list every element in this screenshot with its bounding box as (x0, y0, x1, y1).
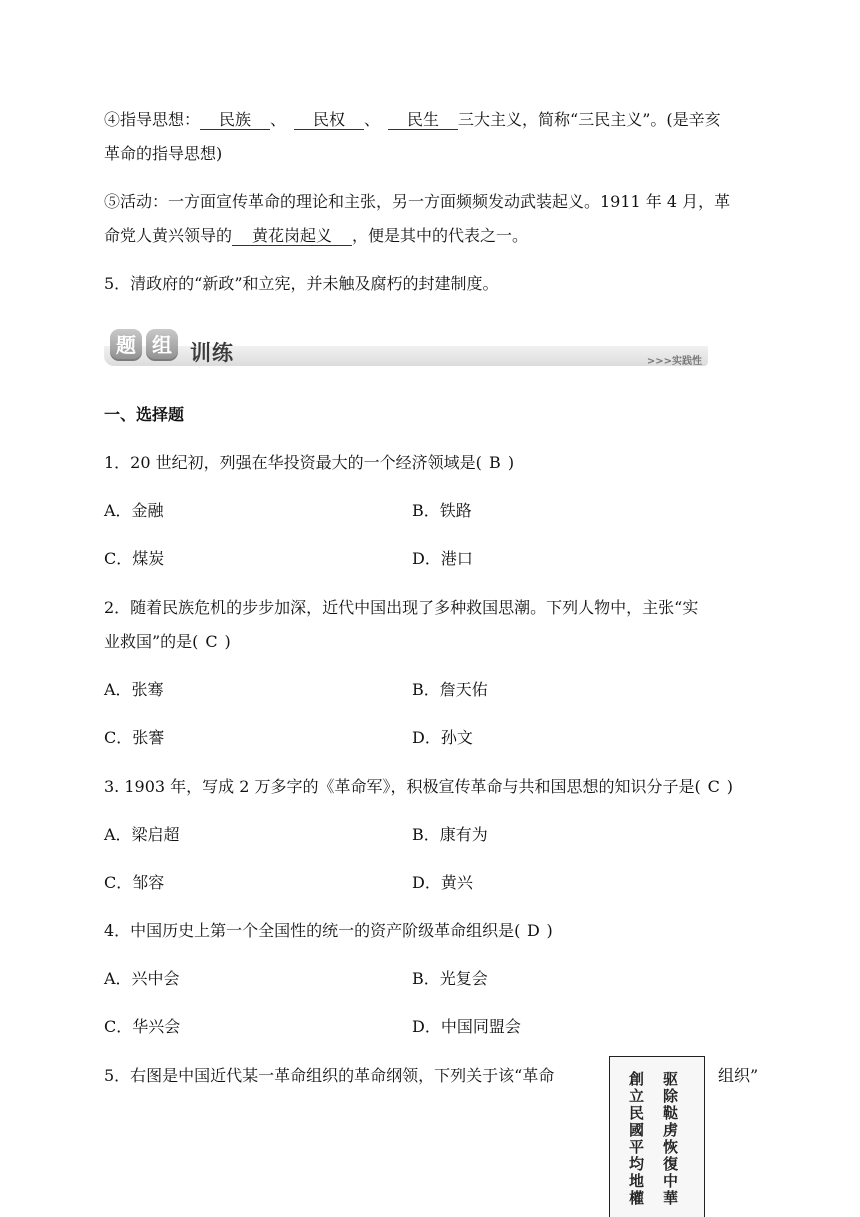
revolutionary-program-image (609, 1056, 705, 1217)
sep: 、 (270, 110, 287, 129)
option-c: C．煤炭 (104, 549, 165, 568)
question-stem: 3. 1903 年，写成 2 万多字的《革命军》，积极宣传革命与共和国思想的知识分子是( (104, 777, 701, 796)
option-a: A．兴中会 (104, 969, 180, 988)
practice-banner (104, 326, 708, 372)
item4-prefix: ④指导思想： (104, 110, 201, 129)
blank-minsheng: 民生 (388, 111, 458, 130)
question-3 (104, 777, 733, 797)
question-4 (104, 921, 553, 941)
item5-line1: ⑤活动：一方面宣传革命的理论和主张，另一方面频频发动武装起义。1911 年 4 月，革 (104, 192, 731, 211)
program-column-right: 驱除鞑虏恢復中華 (661, 1071, 679, 1207)
option-a: A．张骞 (104, 680, 164, 699)
option-c: C．华兴会 (104, 1017, 181, 1036)
option-b: B．康有为 (412, 825, 488, 844)
item4-suffix: 三大主义，简称“三民主义”。(是辛亥 (458, 110, 721, 129)
badge-zu: 组 (146, 329, 178, 361)
option-b: B．詹天佑 (412, 680, 488, 699)
paren: ) (546, 921, 553, 940)
option-c: C．邹容 (104, 873, 165, 892)
q2-options-row1 (104, 680, 488, 700)
paren: ) (224, 632, 231, 651)
item5-prefix: 命党人黄兴领导的 (104, 226, 233, 245)
option-d: D．港口 (412, 549, 473, 568)
blank-minzu: 民族 (200, 111, 270, 130)
q1-options-row1 (104, 501, 472, 521)
question-stem: 4．中国历史上第一个全国性的统一的资产阶级革命组织是( (104, 921, 521, 940)
banner-tag: >>>实践性 (646, 356, 702, 367)
blank-minquan: 民权 (294, 111, 364, 130)
option-a: A．金融 (104, 501, 164, 520)
question-2-line1: 2．随着民族危机的步步加深，近代中国出现了多种救国思潮。下列人物中，主张“实 (104, 598, 699, 617)
option-c: C．张謇 (104, 728, 165, 747)
point-5: 5．清政府的“新政”和立宪，并未触及腐朽的封建制度。 (104, 274, 499, 293)
q3-options-row2 (104, 873, 473, 893)
blank-huanghuagang: 黄花岗起义 (232, 227, 352, 246)
question-5-left: 5．右图是中国近代某一革命组织的革命纲领，下列关于该“革命 (104, 1066, 555, 1085)
item5-line2 (104, 226, 528, 246)
option-d: D．孙文 (412, 728, 473, 747)
answer: B (488, 453, 501, 472)
item4-line1 (104, 110, 721, 130)
q1-options-row2 (104, 549, 473, 569)
question-1 (104, 453, 514, 473)
program-column-left: 創立民國平均地權 (627, 1071, 645, 1207)
option-d: D．黄兴 (412, 873, 473, 892)
sep: 、 (364, 110, 381, 129)
badge-ti: 题 (110, 329, 142, 361)
option-b: B．光复会 (412, 969, 488, 988)
section-title: 一、选择题 (104, 405, 185, 424)
paren: ) (726, 777, 734, 796)
answer: C (205, 632, 218, 651)
paren: ) (507, 453, 515, 472)
option-b: B．铁路 (412, 501, 472, 520)
question-5-right: 组织” (718, 1066, 759, 1085)
q4-options-row1 (104, 969, 488, 989)
item5-suffix: ，便是其中的代表之一。 (352, 226, 529, 245)
answer: D (527, 921, 540, 940)
answer: C (707, 777, 720, 796)
question-2-line2 (104, 632, 231, 652)
option-d: D．中国同盟会 (412, 1017, 521, 1036)
banner-title: 训练 (190, 341, 234, 365)
option-a: A．梁启超 (104, 825, 180, 844)
question-stem: 1．20 世纪初，列强在华投资最大的一个经济领域是( (104, 453, 482, 472)
q3-options-row1 (104, 825, 488, 845)
question-stem: 业救国”的是( (104, 632, 199, 651)
q4-options-row2 (104, 1017, 521, 1037)
item4-line2: 革命的指导思想) (104, 144, 223, 163)
q2-options-row2 (104, 728, 473, 748)
